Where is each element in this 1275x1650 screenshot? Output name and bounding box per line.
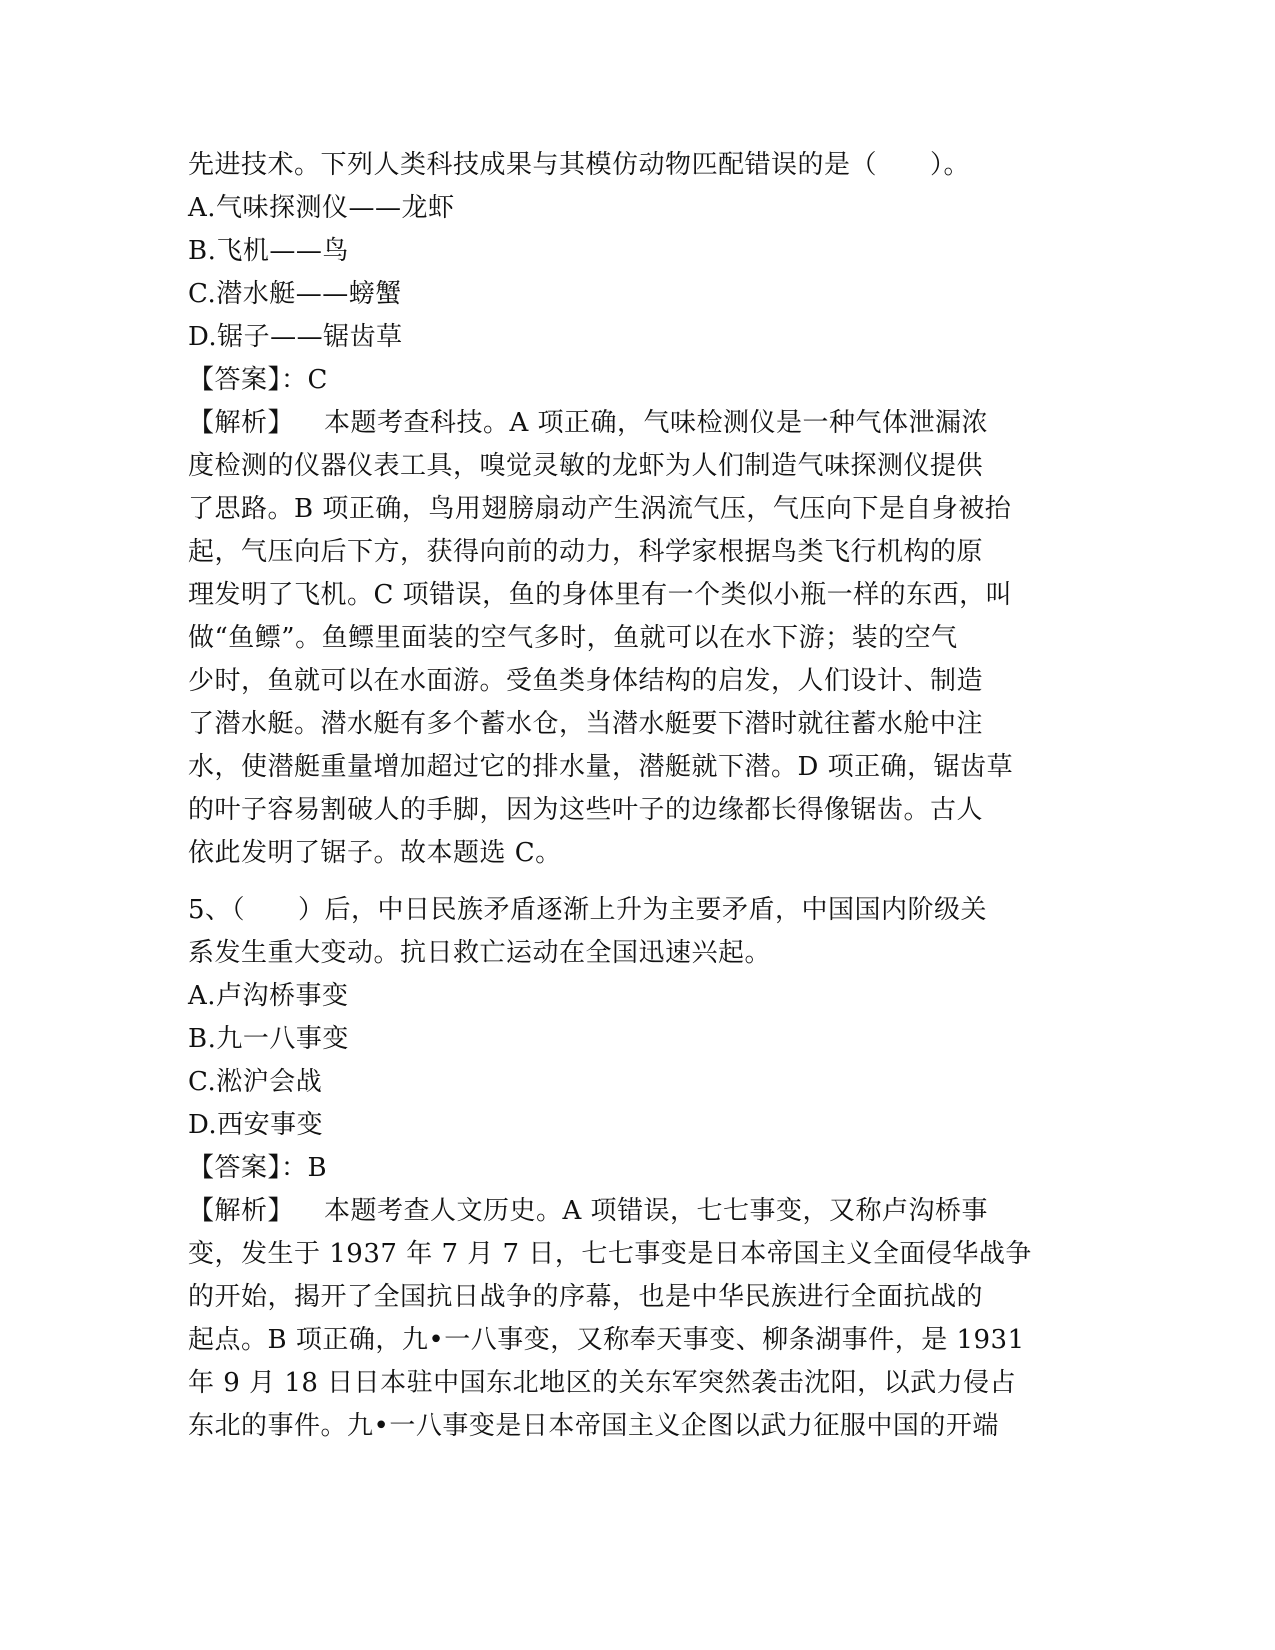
analysis-line: 做“鱼鳔”。鱼鳔里面装的空气多时，鱼就可以在水下游；装的空气 [188, 623, 958, 653]
analysis-label: 【解析】 [188, 1196, 295, 1226]
analysis-line: 少时，鱼就可以在水面游。受鱼类身体结构的启发，人们设计、制造 [188, 666, 984, 696]
analysis-line: 依此发明了锯子。故本题选 C。 [188, 838, 562, 868]
answer-line [188, 359, 1078, 402]
answer-label: 【答案】： [188, 365, 308, 395]
analysis-text: 本题考查人文历史。A 项错误，七七事变，又称卢沟桥事 [324, 1196, 989, 1226]
option-c: C.潜水艇——螃蟹 [188, 279, 402, 309]
question-stem: 5、（ ）后，中日民族矛盾逐渐上升为主要矛盾，中国国内阶级关 [188, 895, 988, 925]
question-5 [188, 889, 1078, 1448]
answer-line [188, 1147, 1078, 1190]
analysis-line: 度检测的仪器仪表工具，嗅觉灵敏的龙虾为人们制造气味探测仪提供 [188, 451, 984, 481]
analysis-line: 的叶子容易割破人的手脚，因为这些叶子的边缘都长得像锯齿。古人 [188, 795, 984, 825]
analysis-line: 了潜水艇。潜水艇有多个蓄水仓，当潜水艇要下潜时就往蓄水舱中注 [188, 709, 984, 739]
question-stem: 系发生重大变动。抗日救亡运动在全国迅速兴起。 [188, 938, 772, 968]
option-c: C.淞沪会战 [188, 1067, 323, 1097]
analysis-line: 起点。B 项正确，九•一八事变，又称奉天事变、柳条湖事件，是 1931 [188, 1325, 1025, 1355]
analysis-line: 理发明了飞机。C 项错误，鱼的身体里有一个类似小瓶一样的东西，叫 [188, 580, 1013, 610]
option-a: A.卢沟桥事变 [188, 981, 349, 1011]
analysis-line: 了思路。B 项正确，鸟用翅膀扇动产生涡流气压，气压向下是自身被抬 [188, 494, 1012, 524]
option-a: A.气味探测仪——龙虾 [188, 193, 455, 223]
analysis-line [188, 1190, 1078, 1233]
analysis-line: 年 9 月 18 日日本驻中国东北地区的关东军突然袭击沈阳，以武力侵占 [188, 1368, 1017, 1398]
analysis-line: 的开始，揭开了全国抗日战争的序幕，也是中华民族进行全面抗战的 [188, 1282, 984, 1312]
option-b: B.九一八事变 [188, 1024, 349, 1054]
analysis-label: 【解析】 [188, 408, 295, 438]
answer-value: C [307, 365, 328, 395]
answer-value: B [307, 1153, 328, 1183]
option-d: D.锯子——锯齿草 [188, 322, 403, 352]
option-b: B.飞机——鸟 [188, 236, 349, 266]
analysis-line: 起，气压向后下方，获得向前的动力，科学家根据鸟类飞行机构的原 [188, 537, 984, 567]
question-stem: 先进技术。下列人类科技成果与其模仿动物匹配错误的是（ ）。 [188, 150, 971, 180]
question-4 [188, 144, 1078, 875]
question-spacer [188, 875, 1078, 889]
analysis-line: 水，使潜艇重量增加超过它的排水量，潜艇就下潜。D 项正确，锯齿草 [188, 752, 1014, 782]
analysis-text: 本题考查科技。A 项正确，气味检测仪是一种气体泄漏浓 [324, 408, 989, 438]
option-d: D.西安事变 [188, 1110, 324, 1140]
analysis-line [188, 402, 1078, 445]
analysis-line: 变，发生于 1937 年 7 月 7 日，七七事变是日本帝国主义全面侵华战争 [188, 1239, 1032, 1269]
answer-label: 【答案】： [188, 1153, 308, 1183]
analysis-line: 东北的事件。九•一八事变是日本帝国主义企图以武力征服中国的开端 [188, 1411, 999, 1441]
document-page [188, 144, 1078, 1448]
